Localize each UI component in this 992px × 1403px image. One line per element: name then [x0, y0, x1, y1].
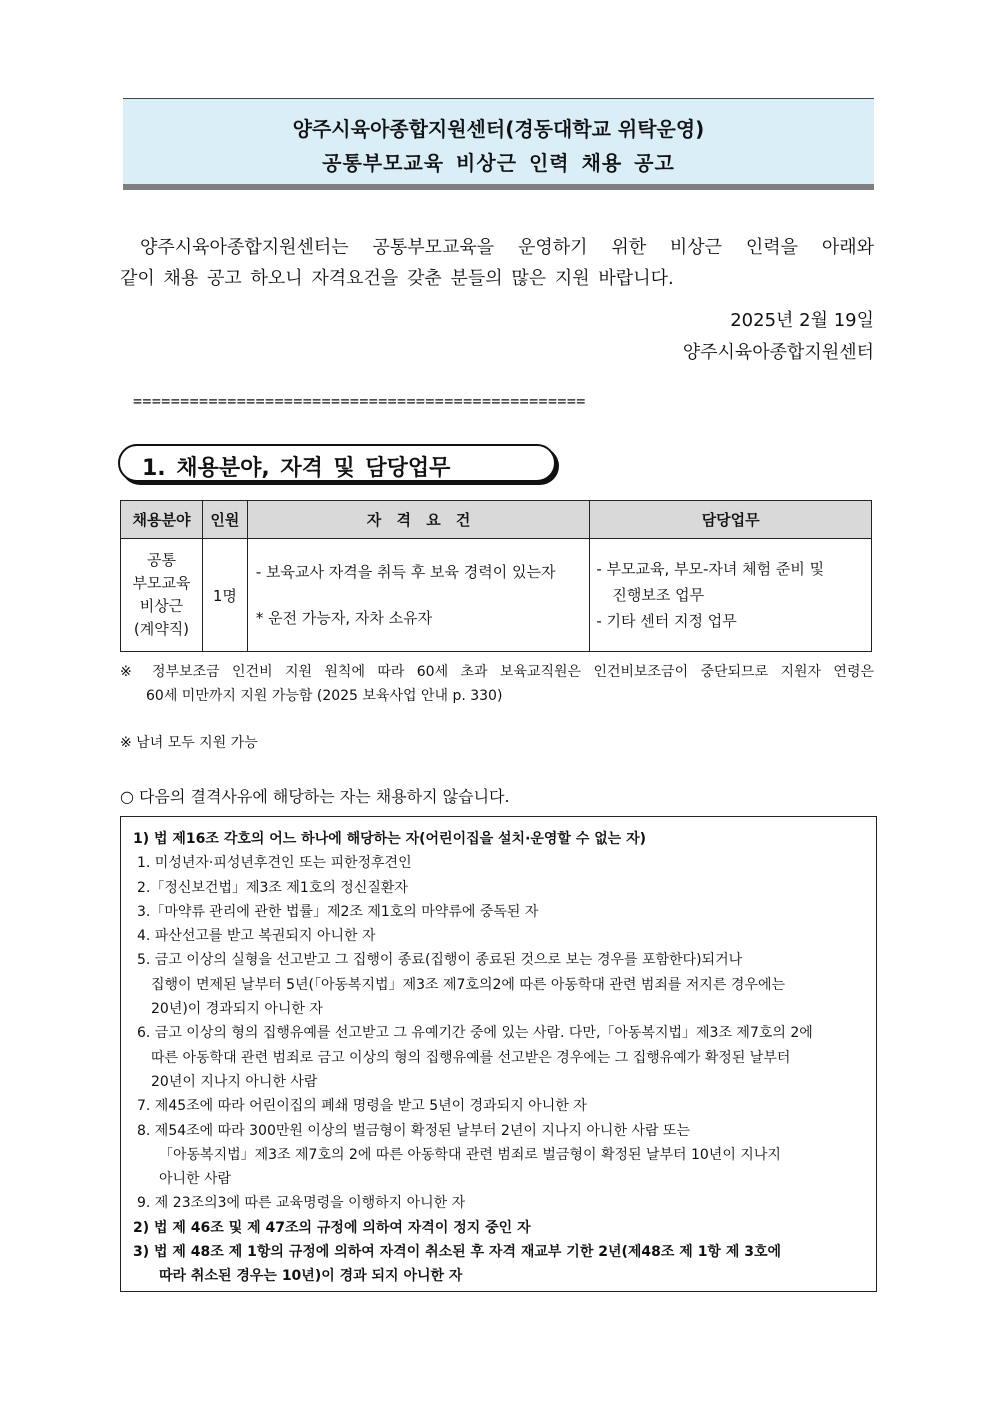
- section1-heading-box: [118, 444, 556, 482]
- qualification-item: * 운전 가능자, 자차 소유자: [255, 609, 433, 627]
- list-item: 7. 제45조에 따라 어린이집의 폐쇄 명령을 받고 5년이 경과되지 아니한 자: [137, 1098, 587, 1115]
- header-duties: 담당업무: [590, 501, 872, 539]
- intro-line1: 양주시육아종합지원센터는 공통부모교육을 운영하기 위한 비상근 인력을 아래와: [140, 237, 874, 258]
- list-item: 6. 금고 이상의 형의 집행유예를 선고받고 그 유예기간 중에 있는 사람. 다만,「아동복지법」제3조 제7호의 2에: [137, 1025, 813, 1042]
- age-note-line2: 60세 미만까지 지원 가능함 (2025 보육사업 안내 p. 330): [146, 688, 503, 704]
- list-item: 4. 파산선고를 받고 복권되지 아니한 자: [137, 928, 376, 945]
- list-item: 3.「마약류 관리에 관한 법률」제2조 제1호의 마약류에 중독된 자: [137, 903, 539, 920]
- list-item: 20년이 지나지 아니한 사람: [151, 1073, 318, 1090]
- list-item: 9. 제 23조의3에 따른 교육명령을 이행하지 아니한 자: [137, 1195, 466, 1212]
- field-line: (계약직): [133, 620, 190, 638]
- cell-duties: [590, 539, 872, 652]
- title-line2: 공통부모교육 비상근 인력 채용 공고: [322, 151, 675, 175]
- list-item: 1. 미성년자·피성년후견인 또는 피한정후견인: [137, 855, 412, 872]
- announcement-date: 2025년 2월 19일: [730, 310, 874, 331]
- table-header-row: [121, 501, 872, 539]
- header-field: 채용분야: [121, 501, 203, 539]
- section1-heading: 1. 채용분야, 자격 및 담당업무: [142, 456, 451, 481]
- list-item: 5. 금고 이상의 실형을 선고받고 그 집행이 종료(집행이 종료된 것으로 보는 경우를 포함한다)되거나: [137, 952, 743, 969]
- cell-qualifications: [247, 539, 590, 652]
- header-qualifications: 자 격 요 건: [247, 501, 590, 539]
- list-item: 2.「정신보건법」제3조 제1호의 정신질환자: [137, 879, 408, 896]
- gender-note: ※ 남녀 모두 지원 가능: [120, 735, 258, 751]
- organization-name: 양주시육아종합지원센터: [682, 342, 874, 363]
- duty-item: - 부모교육, 부모-자녀 체험 준비 및: [596, 560, 825, 578]
- qualification-item: - 보육교사 자격을 취득 후 보육 경력이 있는자: [255, 563, 556, 581]
- cell-field: [121, 539, 203, 652]
- intro-line2: 같이 채용 공고 하오니 자격요건을 갖춘 분들의 많은 지원 바랍니다.: [120, 268, 674, 289]
- disq-heading-3-line1: 3) 법 제 48조 제 1항의 규정에 의하여 자격이 취소된 후 자격 재교부 기한 2년(제48조 제 1항 제 3호에: [133, 1244, 782, 1261]
- list-item: 아니한 사람: [159, 1171, 232, 1188]
- duty-item: 진행보조 업무: [612, 586, 705, 604]
- title-box: [123, 98, 874, 190]
- cell-count: 1명: [202, 539, 247, 652]
- title-line1: 양주시육아종합지원센터(경동대학교 위탁운영): [292, 117, 705, 141]
- disq-heading-3-line2: 따라 취소된 경우는 10년)이 경과 되지 아니한 자: [159, 1268, 463, 1285]
- field-line: 부모교육: [132, 574, 191, 592]
- disq-heading-2: 2) 법 제 46조 및 제 47조의 규정에 의하여 자격이 정지 중인 자: [133, 1219, 531, 1236]
- header-count: 인원: [202, 501, 247, 539]
- disqualification-box: [120, 816, 877, 1292]
- list-item: 따른 아동학대 관련 범죄로 금고 이상의 형의 집행유예를 선고받은 경우에는 그 집행유예가 확정된 날부터: [151, 1049, 791, 1066]
- disq-heading-1: 1) 법 제16조 각호의 어느 하나에 해당하는 자(어린이집을 설치·운영할 수 없는 자): [133, 831, 647, 847]
- list-item: 8. 제54조에 따라 300만원 이상의 벌금형이 확정된 날부터 2년이 지나지 아니한 사람 또는: [137, 1122, 690, 1139]
- field-line: 비상근: [139, 597, 184, 615]
- separator-line: ================================================: [133, 392, 586, 410]
- duty-item: - 기타 센터 지정 업무: [596, 612, 737, 630]
- recruitment-table: [120, 500, 872, 652]
- intro-paragraph: [120, 232, 874, 294]
- list-item: 집행이 면제된 날부터 5년(「아동복지법」제3조 제7호의2에 따른 아동학대 관련 범죄를 저지른 경우에는: [151, 976, 786, 993]
- disqualification-intro: ○ 다음의 결격사유에 해당하는 자는 채용하지 않습니다.: [120, 787, 510, 806]
- table-row: [121, 539, 872, 652]
- list-item: 「아동복지법」제3조 제7호의 2에 따른 아동학대 관련 범죄로 벌금형이 확정된 날부터 10년이 지나지: [159, 1146, 781, 1163]
- age-note: [120, 660, 874, 708]
- field-line: 공통: [146, 551, 176, 569]
- age-note-line1: ※ 정부보조금 인건비 지원 원칙에 따라 60세 초과 보육교직원은 인건비보조금이 중단되므로 지원자 연령은: [120, 664, 874, 680]
- list-item: 20년)이 경과되지 아니한 자: [151, 1001, 323, 1018]
